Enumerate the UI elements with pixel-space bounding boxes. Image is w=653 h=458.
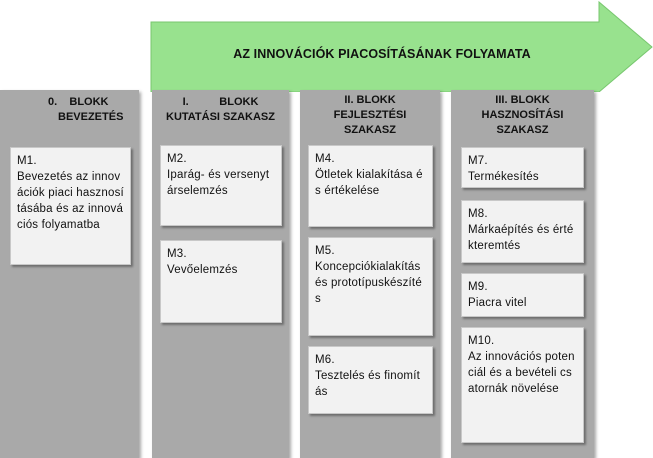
module-code: M2. [167, 153, 187, 165]
block-0-title: 0. BLOKK [48, 96, 109, 108]
block-3-title: III. BLOKK [495, 94, 550, 106]
module-text: Termékesítés [468, 171, 539, 183]
module-card-m3 [160, 240, 282, 323]
module-text: Iparág- és versenytárselemzés [167, 169, 270, 197]
block-2-column [300, 90, 440, 458]
module-text: Ötletek kialakítása és értékelése [315, 169, 423, 197]
module-code: M6. [315, 354, 335, 366]
module-card-m6 [308, 346, 433, 414]
block-3-header [451, 93, 594, 138]
block-0-header [48, 95, 139, 125]
module-text: Tesztelés és finomítás [315, 370, 420, 398]
module-text: Koncepciókialakítás és prototípuskészítés [315, 261, 422, 305]
module-card-m8 [461, 200, 584, 263]
module-text: Bevezetés az innovációk piaci hasznosításába és az innovációs folyamatba [17, 171, 124, 231]
module-text: Vevőelemzés [167, 264, 238, 276]
module-code: M8. [468, 208, 488, 220]
module-card-m4 [308, 145, 433, 227]
module-card-m1 [10, 147, 131, 265]
block-2-subtitle-2: SZAKASZ [344, 124, 396, 136]
block-1-subtitle: KUTATÁSI SZAKASZ [166, 111, 275, 123]
module-code: M5. [315, 245, 335, 257]
module-card-m10 [461, 327, 584, 443]
process-title: AZ INNOVÁCIÓK PIACOSÍTÁSÁNAK FOLYAMATA [233, 47, 531, 61]
block-3-subtitle-2: SZAKASZ [496, 124, 549, 136]
module-code: M7. [468, 155, 488, 167]
block-3-subtitle: HASZNOSÍTÁSI [481, 109, 564, 121]
module-card-m2 [160, 145, 282, 226]
block-2-subtitle: FEJLESZTÉSI [333, 109, 407, 121]
block-2-title: II. BLOKK [344, 94, 396, 106]
module-card-m7 [461, 147, 584, 188]
module-code: M1. [17, 155, 37, 167]
block-0-subtitle: BEVEZETÉS [58, 111, 124, 123]
module-text: Márkaépítés és értékteremtés [468, 224, 574, 252]
block-1-header [152, 95, 289, 125]
module-text: Az innovációs potenciál és a bevételi csatornák növelése [468, 351, 575, 395]
block-1-title: I. BLOKK [182, 96, 259, 108]
module-text: Piacra vitel [468, 297, 527, 309]
module-code: M3. [167, 248, 187, 260]
module-code: M4. [315, 153, 335, 165]
block-1-column [152, 90, 289, 458]
module-code: M10. [468, 335, 495, 347]
block-0-column [0, 90, 139, 458]
module-code: M9. [468, 281, 488, 293]
module-card-m9 [461, 273, 584, 317]
process-arrow [0, 0, 653, 92]
block-3-column [451, 90, 594, 458]
module-card-m5 [308, 237, 433, 336]
block-2-header [300, 93, 440, 138]
